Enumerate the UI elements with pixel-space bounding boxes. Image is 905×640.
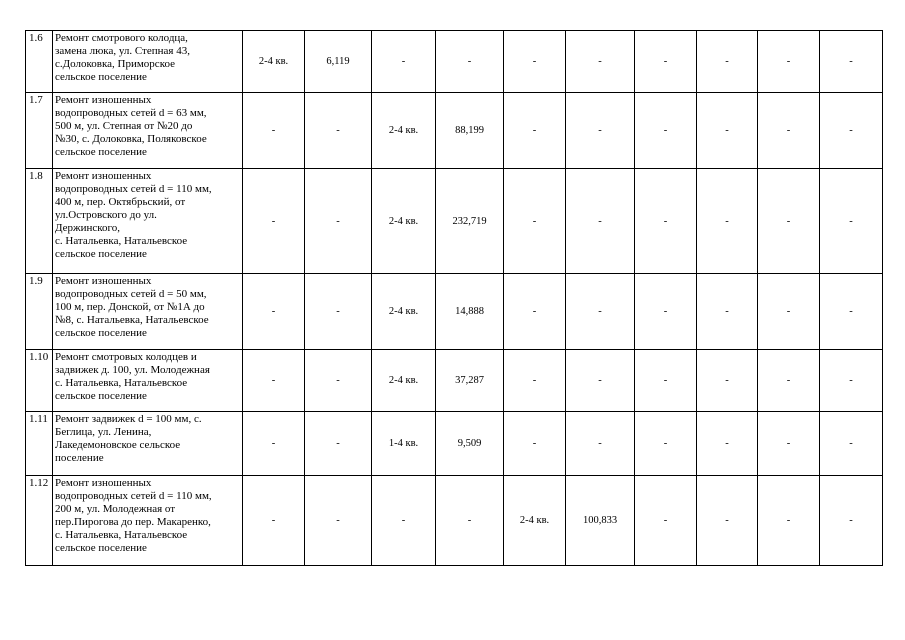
- table-cell: 2-4 кв.: [372, 350, 436, 412]
- table-cell: -: [820, 169, 883, 274]
- row-number: 1.8: [26, 169, 53, 274]
- row-number: 1.9: [26, 274, 53, 350]
- table-cell: -: [243, 169, 305, 274]
- table-cell: -: [305, 350, 372, 412]
- table-cell: -: [243, 93, 305, 169]
- table-cell: -: [504, 412, 566, 476]
- table-cell: -: [504, 93, 566, 169]
- table-cell: -: [697, 476, 758, 566]
- table-cell: 2-4 кв.: [372, 169, 436, 274]
- table-cell: 2-4 кв.: [372, 274, 436, 350]
- table-cell: 2-4 кв.: [504, 476, 566, 566]
- table-cell: 37,287: [436, 350, 504, 412]
- table-cell: 88,199: [436, 93, 504, 169]
- work-description: Ремонт изношенных водопроводных сетей d = 110 мм, 400 м, пер. Октябрьский, от ул.Островского до ул. Держинского, с. Натальевка, Натальевское сельское поселение: [53, 169, 243, 274]
- table-cell: -: [820, 93, 883, 169]
- row-number: 1.11: [26, 412, 53, 476]
- table-cell: -: [243, 350, 305, 412]
- table-cell: -: [758, 412, 820, 476]
- table-cell: -: [372, 31, 436, 93]
- table-cell: -: [305, 169, 372, 274]
- table-cell: -: [305, 412, 372, 476]
- table-cell: 1-4 кв.: [372, 412, 436, 476]
- table-cell: -: [635, 169, 697, 274]
- table-cell: -: [758, 274, 820, 350]
- table-cell: -: [243, 274, 305, 350]
- table-cell: -: [243, 476, 305, 566]
- table-row: [26, 93, 883, 169]
- row-number: 1.10: [26, 350, 53, 412]
- table-cell: -: [566, 350, 635, 412]
- table-cell: -: [635, 274, 697, 350]
- table-cell: -: [635, 412, 697, 476]
- table-cell: -: [305, 274, 372, 350]
- table-row: [26, 476, 883, 566]
- work-description: Ремонт изношенных водопроводных сетей d = 50 мм, 100 м, пер. Донской, от №1А до №8, с. Натальевка, Натальевское сельское поселение: [53, 274, 243, 350]
- table-cell: -: [635, 31, 697, 93]
- table-cell: -: [758, 169, 820, 274]
- table-cell: -: [635, 350, 697, 412]
- table-cell: -: [697, 31, 758, 93]
- table-cell: -: [697, 412, 758, 476]
- table-cell: 6,119: [305, 31, 372, 93]
- table-cell: -: [566, 274, 635, 350]
- works-table: [25, 30, 883, 566]
- table-cell: -: [566, 31, 635, 93]
- table-row: [26, 169, 883, 274]
- table-cell: -: [820, 31, 883, 93]
- table-cell: 14,888: [436, 274, 504, 350]
- table-cell: -: [820, 412, 883, 476]
- table-cell: -: [436, 31, 504, 93]
- table-cell: 232,719: [436, 169, 504, 274]
- table-cell: -: [820, 274, 883, 350]
- table-row: [26, 274, 883, 350]
- table-cell: 2-4 кв.: [372, 93, 436, 169]
- table-cell: -: [758, 476, 820, 566]
- table-cell: -: [305, 476, 372, 566]
- table-cell: -: [305, 93, 372, 169]
- table-row: [26, 350, 883, 412]
- work-description: Ремонт изношенных водопроводных сетей d = 110 мм, 200 м, ул. Молодежная от пер.Пирогова до пер. Макаренко, с. Натальевка, Натальевское сельское поселение: [53, 476, 243, 566]
- work-description: Ремонт задвижек d = 100 мм, с. Беглица, ул. Ленина, Лакедемоновское сельское поселение: [53, 412, 243, 476]
- table-cell: 2-4 кв.: [243, 31, 305, 93]
- table-cell: -: [504, 31, 566, 93]
- work-description: Ремонт смотрового колодца, замена люка, ул. Степная 43, с.Долоковка, Приморское сельское поселение: [53, 31, 243, 93]
- table-cell: -: [635, 93, 697, 169]
- row-number: 1.7: [26, 93, 53, 169]
- table-cell: -: [758, 93, 820, 169]
- table-body: [26, 31, 883, 566]
- table-cell: -: [504, 350, 566, 412]
- table-cell: -: [697, 93, 758, 169]
- table-cell: -: [697, 169, 758, 274]
- table-cell: -: [504, 274, 566, 350]
- table-cell: -: [697, 274, 758, 350]
- table-cell: -: [635, 476, 697, 566]
- table-cell: -: [758, 350, 820, 412]
- table-cell: -: [820, 350, 883, 412]
- table-row: [26, 412, 883, 476]
- table-cell: -: [566, 93, 635, 169]
- table-cell: -: [436, 476, 504, 566]
- table-cell: -: [697, 350, 758, 412]
- table-cell: 9,509: [436, 412, 504, 476]
- table-cell: -: [820, 476, 883, 566]
- table-cell: -: [758, 31, 820, 93]
- table-row: [26, 31, 883, 93]
- table-cell: 100,833: [566, 476, 635, 566]
- work-description: Ремонт изношенных водопроводных сетей d = 63 мм, 500 м, ул. Степная от №20 до №30, с. Долоковка, Поляковское сельское поселение: [53, 93, 243, 169]
- table-cell: -: [566, 412, 635, 476]
- row-number: 1.6: [26, 31, 53, 93]
- work-description: Ремонт смотровых колодцев и задвижек д. 100, ул. Молодежная с. Натальевка, Натальевское сельское поселение: [53, 350, 243, 412]
- row-number: 1.12: [26, 476, 53, 566]
- table-cell: -: [372, 476, 436, 566]
- table-cell: -: [566, 169, 635, 274]
- table-cell: -: [504, 169, 566, 274]
- table-cell: -: [243, 412, 305, 476]
